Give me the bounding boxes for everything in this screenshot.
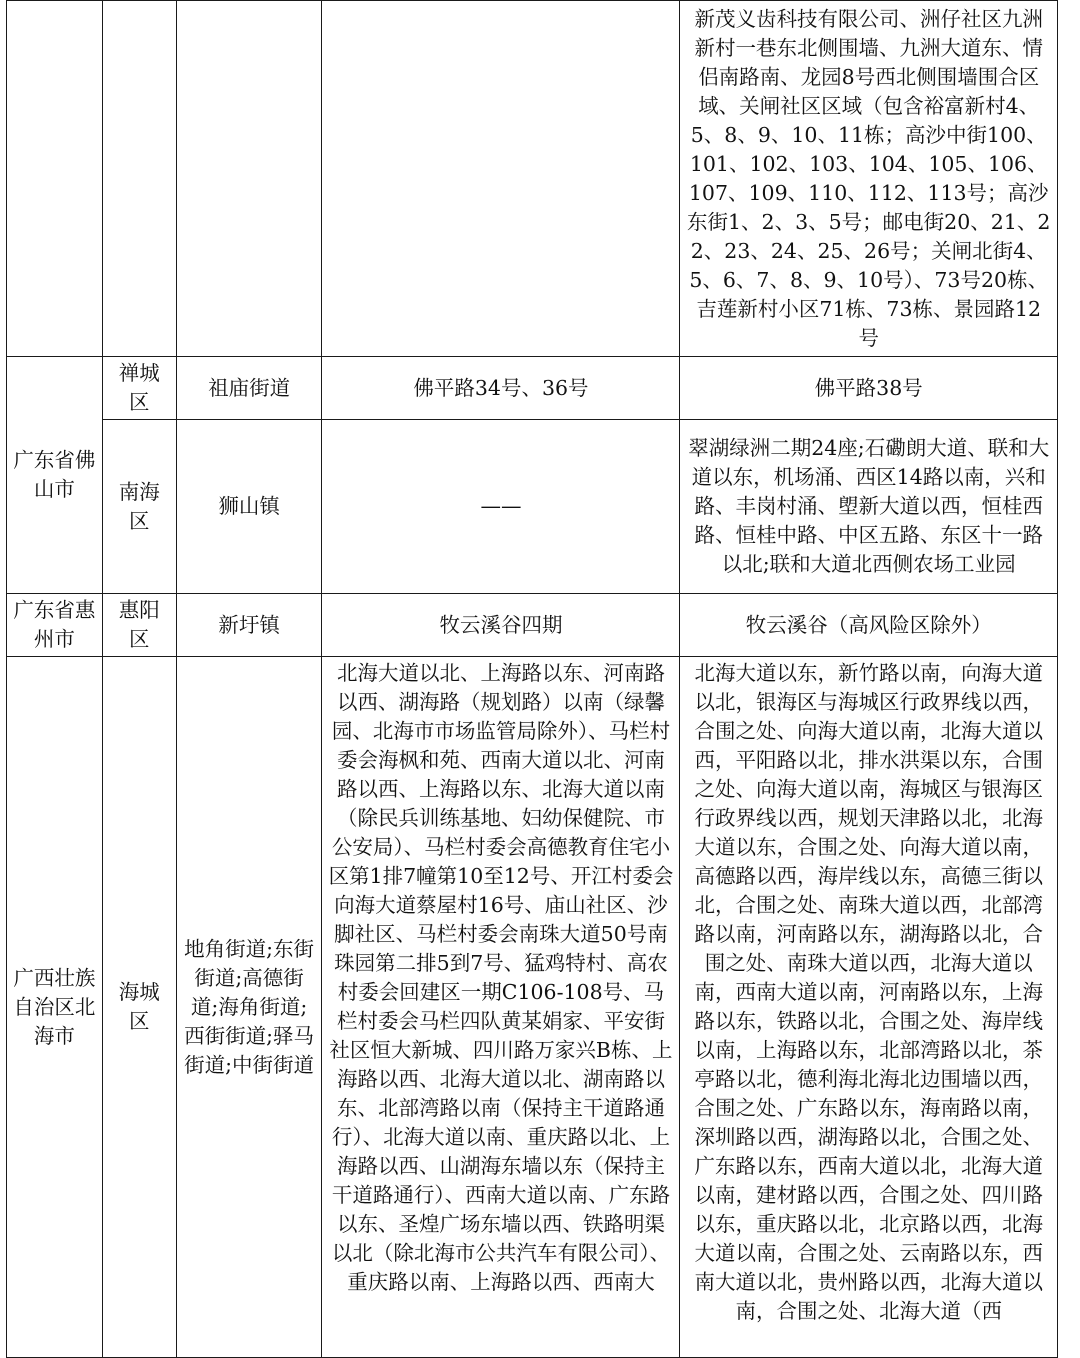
table-cell [176,1,322,357]
district-cell: 惠阳区 [102,594,176,657]
medium-risk-area-cell: 牧云溪谷（高风险区除外） [680,594,1058,657]
table-cell [7,1,103,357]
high-risk-area-cell: 牧云溪谷四期 [322,594,680,657]
city-cell: 广东省佛山市 [7,357,103,594]
table-row [7,420,1058,594]
city-cell: 广东省惠州市 [7,594,103,657]
high-risk-area-cell: 佛平路34号、36号 [322,357,680,420]
table-cell [102,1,176,357]
street-cell: 地角街道;东街街道;高德街道;海角街道;西街街道;驿马街道;中街街道 [176,657,322,1358]
table-row [7,594,1058,657]
street-cell: 新圩镇 [176,594,322,657]
district-cell: 海城区 [102,657,176,1358]
high-risk-area-cell: 北海大道以北、上海路以东、河南路以西、湖海路（规划路）以南（绿馨园、北海市市场监管局除外）、马栏村委会海枫和苑、西南大道以北、河南路以西、上海路以东、北海大道以南（除民兵训练基地、妇幼保健院、市公安局）、马栏村委会高德教育住宅小区第1排7幢第10至12号、开江村委会向海大道蔡屋村16号、庙山社区、沙脚社区、马栏村委会南珠大道50号南珠园第二排5到7号、猛鸡特村、高农村委会回建区一期C106-108号、马栏村委会马栏四队黄某娟家、平安街社区恒大新城、四川路万家兴B栋、上海路以西、北海大道以北、湖南路以东、北部湾路以南（保持主干道路通行）、北海大道以南、重庆路以北、上海路以西、山湖海东墙以东（保持主干道路通行）、西南大道以南、广东路以东、圣煌广场东墙以西、铁路明渠以北（除北海市公共汽车有限公司）、重庆路以南、上海路以西、西南大 [322,657,680,1358]
table-row [7,657,1058,1358]
medium-risk-area-cell: 北海大道以东，新竹路以南，向海大道以北，银海区与海城区行政界线以西，合围之处、向海大道以南，北海大道以西，平阳路以北，排水洪渠以东，合围之处、向海大道以南，海城区与银海区行政界线以西，规划天津路以北，北海大道以东，合围之处、向海大道以南，高德路以西，海岸线以东，高德三街以北，合围之处、南珠大道以西，北部湾路以南，河南路以东，湖海路以北，合围之处、南珠大道以西，北海大道以南，西南大道以南，河南路以东，上海路以东，铁路以北，合围之处、海岸线以南，上海路以东，北部湾路以北，茶亭路以北，德利海北海北边围墙以西，合围之处、广东路以东，海南路以南，深圳路以西，湖海路以北，合围之处、广东路以东，西南大道以北，北海大道以南，建材路以西，合围之处、四川路以东，重庆路以北，北京路以西，北海大道以南，合围之处、云南路以东，西南大道以北，贵州路以西，北海大道以南，合围之处、北海大道（西 [680,657,1058,1358]
document-table [6,0,1058,1358]
table-row [7,1,1058,357]
medium-risk-area-cell: 新茂义齿科技有限公司、洲仔社区九洲新村一巷东北侧围墙、九洲大道东、情侣南路南、龙园8号西北侧围墙围合区域、关闸社区区域（包含裕富新村4、5、8、9、10、11栋；高沙中街100、101、102、103、104、105、106、107、109、110、112、113号；高沙东街1、2、3、5号；邮电街20、21、22、23、24、25、26号；关闸北街4、5、6、7、8、9、10号）、73号20栋、吉莲新村小区71栋、73栋、景园路12号 [680,1,1058,357]
high-risk-area-cell: —— [322,420,680,594]
table-cell [322,1,680,357]
district-cell: 禅城区 [102,357,176,420]
street-cell: 狮山镇 [176,420,322,594]
city-cell: 广西壮族自治区北海市 [7,657,103,1358]
medium-risk-area-cell: 翠湖绿洲二期24座;石磡朗大道、联和大道以东，机场涌、西区14路以南，兴和路、丰岗村涌、塱新大道以西，恒桂西路、恒桂中路、中区五路、东区十一路以北;联和大道北西侧农场工业园 [680,420,1058,594]
district-cell: 南海区 [102,420,176,594]
street-cell: 祖庙街道 [176,357,322,420]
medium-risk-area-cell: 佛平路38号 [680,357,1058,420]
table-row [7,357,1058,420]
